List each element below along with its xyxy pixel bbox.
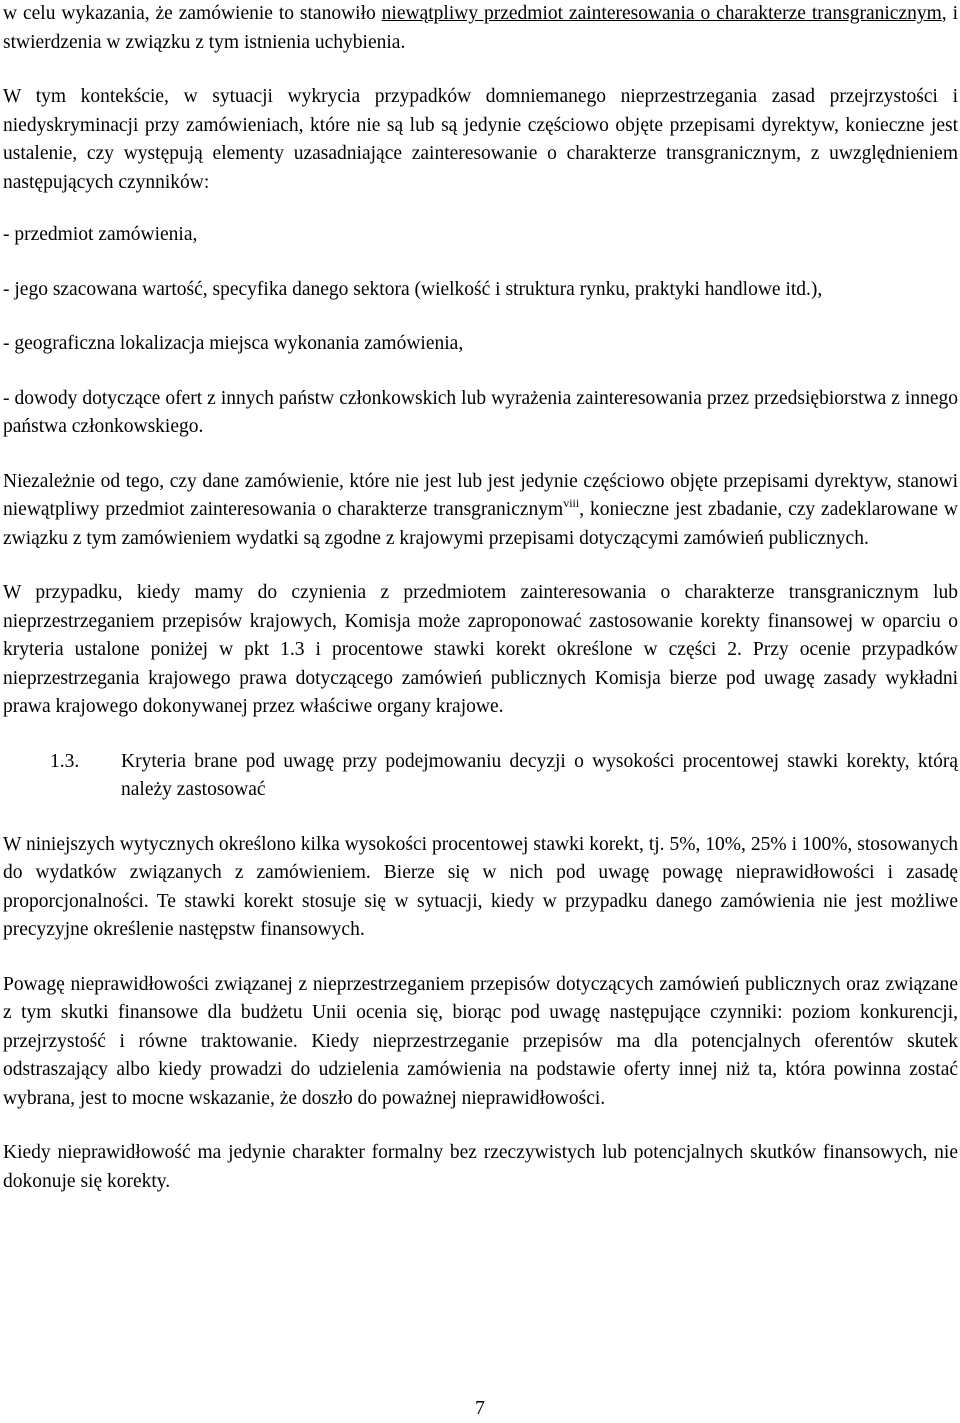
paragraph-severity: Powagę nieprawidłowości związanej z nieprzestrzeganiem przepisów dotyczących zamówień publicznych oraz związane z tym skutki finansowe dla budżetu Unii ocenia się, biorąc pod uwagę następujące czynniki: poziom konkurencji, przejrzystość i równe traktowanie. Kiedy nieprzestrzeganie przepisów ma dla potencjalnych oferentów skutek odstraszający albo kiedy prowadzi do udzielenia zamówienia na podstawie oferty innej niż ta, która powinna zostać wybrana, jest to mocne wskazanie, że doszło do poważnej nieprawidłowości.: [3, 973, 958, 1109]
section-title: Kryteria brane pod uwagę przy podejmowaniu decyzji o wysokości procentowej stawki korekty, którą należy zastosować: [121, 750, 958, 800]
list-item: - jego szacowana wartość, specyfika danego sektora (wielkość i struktura rynku, praktyki handlowe itd.),: [3, 278, 823, 300]
list-item: - dowody dotyczące ofert z innych państw członkowskich lub wyrażenia zainteresowania przez przedsiębiorstwa z innego państwa członkowskiego.: [3, 387, 958, 437]
section-heading: [3, 748, 958, 805]
footnote-reference: viii: [563, 496, 580, 510]
document-page: [3, 0, 958, 1196]
list-item: - przedmiot zamówienia,: [3, 224, 198, 245]
list-item: - geograficzna lokalizacja miejsca wykonania zamówienia,: [3, 333, 464, 354]
paragraph-cross-border: Niezależnie od tego, czy dane zamówienie, które nie jest lub jest jedynie częściowo objęte przepisami dyrektyw, stanowi niewątpliwy przedmiot zainteresowania o charakterze transgranicznym$^{viii}$, konieczne jest zbadanie, czy zadeklarowane w związku z tym zamówieniem wydatki są zgodne z krajowymi przepisami dotyczącymi zamówień publicznych.: [3, 470, 958, 549]
paragraph-rates: W niniejszych wytycznych określono kilka wysokości procentowej stawki korekt, tj. 5%, 10%, 25% i 100%, stosowanych do wydatków związanych z zamówieniem. Bierze się w nich pod uwagę powagę nieprawidłowości i zasadę proporcjonalności. Te stawki korekt stosuje się w sytuacji, kiedy w przypadku danego zamówienia nie jest możliwe precyzyjne określenie następstw finansowych.: [3, 833, 958, 940]
paragraph-financial-correction: W przypadku, kiedy mamy do czynienia z przedmiotem zainteresowania o charakterze transgranicznym lub nieprzestrzeganiem przepisów krajowych, Komisja może zaproponować zastosowanie korekty finansowej w oparciu o kryteria ustalone poniżej w pkt 1.3 i procentowe stawki korekt określone w części 2. Przy ocenie przypadków nieprzestrzegania krajowego prawa dotyczącego zamówień publicznych Komisja bierze pod uwagę zasady wykładni prawa krajowego dokonywanej przez właściwe organy krajowe.: [3, 582, 958, 717]
section-number: 1.3.: [50, 750, 80, 772]
paragraph-context: W tym kontekście, w sytuacji wykrycia przypadków domniemanego nieprzestrzegania zasad przejrzystości i niedyskryminacji przy zamówieniach, które nie są lub są jedynie częściowo objęte przepisami dyrektyw, konieczne jest ustalenie, czy występują elementy uzasadniające zainteresowanie o charakterze transgranicznym, z uwzględnieniem następujących czynników:: [3, 86, 958, 193]
page-number: 7: [475, 1398, 485, 1419]
paragraph-formal: Kiedy nieprawidłowość ma jedynie charakter formalny bez rzeczywistych lub potencjalnych skutków finansowych, nie dokonuje się korekty.: [3, 1142, 958, 1192]
paragraph-continuation: w celu wykazania, że zamówienie to stanowiło niewątpliwy przedmiot zainteresowania o charakterze transgranicznym, i stwierdzenia w związku z tym istnienia uchybienia.: [3, 3, 958, 53]
underlined-phrase: niewątpliwy przedmiot zainteresowania o charakterze transgranicznym: [381, 3, 942, 24]
